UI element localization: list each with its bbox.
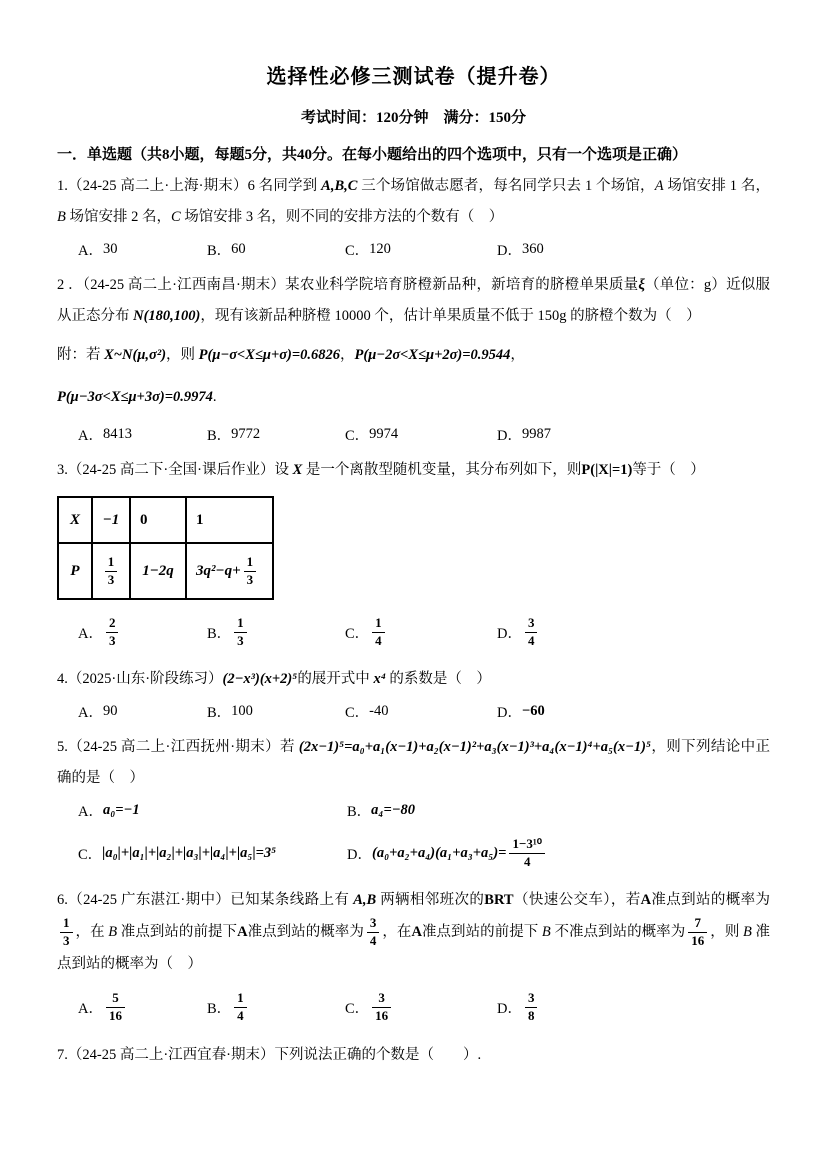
stem-text: 准点到站的概率为 bbox=[651, 892, 771, 908]
question-5 bbox=[57, 732, 770, 875]
option-label: D． bbox=[497, 625, 522, 642]
question-2-note bbox=[57, 334, 770, 418]
stem-text: ，则 bbox=[166, 347, 199, 363]
option-value: 30 bbox=[102, 241, 118, 257]
stem-text: 场馆安排 3 名，则不同的安排方法的个数有（ ） bbox=[180, 209, 504, 225]
stem-text: 5.（24-25 高二上·江西抚州·期末）若 bbox=[57, 739, 299, 755]
option-b bbox=[207, 991, 345, 1024]
table-cell bbox=[186, 543, 273, 599]
option-label: D． bbox=[497, 705, 522, 721]
fraction-denominator: 16 bbox=[375, 1008, 389, 1024]
table-value: 3q²−q+ bbox=[196, 562, 241, 579]
question-1-options bbox=[57, 239, 770, 260]
option-b bbox=[207, 239, 345, 260]
option-label: B． bbox=[207, 243, 232, 259]
math-expr: B bbox=[541, 923, 551, 940]
stem-text: ， bbox=[340, 347, 355, 363]
fraction-denominator: 4 bbox=[237, 1008, 244, 1024]
option-a bbox=[78, 616, 207, 649]
fraction bbox=[106, 616, 119, 649]
fraction-denominator: 16 bbox=[691, 932, 705, 948]
stem-text: ，在 bbox=[382, 923, 412, 940]
question-4-options bbox=[57, 701, 770, 722]
section-1-heading: 一．单选题（共8小题，每题5分，共40分。在每小题给出的四个选项中，只有一个选项是正确） bbox=[57, 147, 688, 163]
option-label: D． bbox=[347, 846, 372, 863]
fraction bbox=[106, 991, 125, 1024]
option-d bbox=[497, 991, 770, 1024]
option-c bbox=[78, 843, 347, 864]
option-value: 120 bbox=[369, 241, 391, 257]
option-b bbox=[207, 424, 345, 445]
fraction-numerator: 1 bbox=[234, 991, 247, 1008]
fraction-denominator: 3 bbox=[63, 932, 70, 948]
fraction bbox=[367, 916, 380, 949]
table-cell bbox=[130, 497, 186, 543]
question-5-stem bbox=[57, 732, 770, 794]
fraction-numerator: 1 bbox=[372, 616, 385, 633]
option-value: a₄=−80 bbox=[371, 802, 416, 818]
fraction bbox=[105, 555, 118, 588]
table-cell bbox=[92, 543, 130, 599]
table-cell bbox=[130, 543, 186, 599]
question-1 bbox=[57, 171, 770, 260]
fraction-numerator: 5 bbox=[106, 991, 125, 1008]
fraction-numerator: 1 bbox=[244, 555, 257, 572]
question-2-stem bbox=[57, 270, 770, 332]
fraction-numerator: 3 bbox=[525, 616, 538, 633]
fraction-numerator: 1 bbox=[105, 555, 118, 572]
fraction-numerator: 1 bbox=[60, 916, 73, 933]
stem-text: 等于（ ） bbox=[632, 462, 705, 478]
option-label: A． bbox=[78, 243, 103, 259]
option-value: -40 bbox=[369, 703, 389, 719]
option-label: A． bbox=[78, 705, 103, 721]
option-b bbox=[207, 616, 345, 649]
math-expr: X~N(μ,σ²) bbox=[104, 347, 167, 363]
option-value: 100 bbox=[231, 703, 253, 719]
option-value: 90 bbox=[102, 703, 118, 719]
option-label: C． bbox=[345, 243, 370, 259]
table-value: X bbox=[69, 511, 80, 528]
math-expr: A bbox=[411, 923, 422, 940]
option-label: C． bbox=[345, 428, 370, 444]
stem-text: . bbox=[212, 389, 217, 405]
math-expr: P(μ−σ<X≤μ+σ)=0.6826 bbox=[198, 347, 341, 363]
fraction-denominator: 3 bbox=[246, 571, 254, 587]
option-label: B． bbox=[207, 705, 232, 721]
stem-text: 是一个离散型随机变量，其分布列如下，则 bbox=[305, 462, 582, 478]
table-cell bbox=[92, 497, 130, 543]
stem-text: （快速公交车），若 bbox=[513, 892, 641, 908]
option-label: A． bbox=[78, 804, 103, 820]
option-value: 9772 bbox=[231, 426, 261, 442]
math-expr: A bbox=[654, 178, 664, 194]
page-title: 选择性必修三测试卷（提升卷） bbox=[266, 66, 561, 88]
stem-text: ，则下列结论中正确的是（ ） bbox=[57, 739, 770, 786]
stem-text: ，在 bbox=[75, 923, 109, 940]
option-value: a₀=−1 bbox=[102, 802, 140, 818]
distribution-table bbox=[57, 496, 274, 600]
fraction-numerator: 2 bbox=[106, 616, 119, 633]
table-cell bbox=[58, 497, 92, 543]
option-value: 60 bbox=[231, 241, 246, 257]
question-3 bbox=[57, 455, 770, 654]
question-6-stem bbox=[57, 885, 770, 980]
table-cell bbox=[58, 543, 92, 599]
option-c bbox=[345, 701, 497, 722]
fraction bbox=[234, 991, 247, 1024]
option-d bbox=[497, 616, 770, 649]
math-expr: P(μ−3σ<X≤μ+3σ)=0.9974 bbox=[57, 389, 213, 405]
option-label: B． bbox=[207, 428, 232, 444]
math-expr: C bbox=[170, 209, 181, 225]
math-expr: A bbox=[640, 892, 652, 908]
table-value: 0 bbox=[140, 511, 148, 528]
option-label: A． bbox=[78, 625, 103, 642]
math-expr: B bbox=[743, 923, 752, 940]
stem-text: 三个场馆做志愿者，每名同学只去 1 个场馆， bbox=[361, 178, 655, 194]
question-2 bbox=[57, 270, 770, 445]
stem-text: 准点到站的前提下 bbox=[421, 923, 542, 940]
stem-text: 2 ．（24-25 高二上·江西南昌·期末）某农业科学院培育脐橙新品种，新培育的脐橙单果质量 bbox=[57, 277, 639, 293]
fraction bbox=[372, 616, 385, 649]
math-expr: BRT bbox=[484, 892, 514, 908]
fraction-denominator: 4 bbox=[523, 853, 531, 869]
option-value: 9987 bbox=[521, 426, 551, 442]
stem-text: 准点到站的概率为（ ） bbox=[57, 923, 771, 972]
question-2-options bbox=[57, 424, 770, 445]
math-expr: B bbox=[57, 209, 66, 225]
fraction bbox=[525, 616, 538, 649]
option-label: C． bbox=[345, 705, 370, 721]
option-b bbox=[347, 800, 770, 821]
fraction-denominator: 3 bbox=[237, 632, 244, 648]
stem-text: （单位：g）近似服从正态分布 bbox=[57, 277, 771, 324]
table-row-p bbox=[58, 543, 273, 599]
math-expr: X bbox=[292, 462, 303, 478]
exam-time-score: 考试时间：120分钟 满分：150分 bbox=[300, 110, 526, 126]
fraction bbox=[60, 916, 73, 949]
stem-text: 1.（24-25 高二上·上海·期末）6 名同学到 bbox=[57, 178, 318, 194]
stem-text: 4.（2025·山东·阶段练习） bbox=[57, 671, 223, 687]
question-4 bbox=[57, 664, 770, 722]
fraction bbox=[234, 616, 247, 649]
option-c bbox=[345, 424, 497, 445]
option-c bbox=[345, 239, 497, 260]
question-1-stem bbox=[57, 171, 770, 233]
option-c bbox=[345, 616, 497, 649]
option-d bbox=[497, 424, 770, 445]
option-c bbox=[345, 991, 497, 1024]
table-value: −1 bbox=[102, 511, 120, 528]
stem-text: 附：若 bbox=[57, 347, 105, 363]
math-expr: A,B,C bbox=[321, 178, 358, 194]
table-cell bbox=[186, 497, 273, 543]
option-value: 9974 bbox=[369, 426, 399, 442]
fraction-numerator: 3 bbox=[367, 916, 380, 933]
option-label: C． bbox=[345, 625, 370, 642]
option-d bbox=[497, 701, 770, 722]
fraction bbox=[525, 991, 538, 1024]
question-6 bbox=[57, 885, 770, 1030]
fraction-numerator: 1−3¹⁰ bbox=[509, 837, 545, 854]
option-d bbox=[347, 837, 770, 870]
math-expr: P(μ−2σ<X≤μ+2σ)=0.9544 bbox=[354, 347, 511, 363]
fraction-numerator: 1 bbox=[234, 616, 247, 633]
fraction-denominator: 4 bbox=[375, 632, 382, 648]
stem-text: 3.（24-25 高二下·全国·课后作业）设 bbox=[57, 462, 289, 478]
option-value: 8413 bbox=[102, 426, 132, 442]
stem-text: 不准点到站的概率为 bbox=[550, 923, 686, 940]
option-a bbox=[78, 701, 207, 722]
math-expr: ξ bbox=[638, 277, 645, 293]
stem-text: 准点到站的概率为 bbox=[247, 923, 364, 940]
option-a bbox=[78, 800, 347, 821]
option-a bbox=[78, 424, 207, 445]
option-d bbox=[497, 239, 770, 260]
fraction-denominator: 3 bbox=[107, 571, 115, 587]
option-label: D． bbox=[497, 1001, 522, 1018]
fraction-numerator: 3 bbox=[372, 991, 391, 1008]
option-label: D． bbox=[497, 428, 522, 444]
fraction bbox=[372, 991, 391, 1024]
option-label: A． bbox=[78, 428, 103, 444]
fraction-denominator: 16 bbox=[108, 1008, 122, 1024]
question-4-stem bbox=[57, 664, 770, 695]
math-expr: x⁴ bbox=[373, 671, 386, 687]
option-a bbox=[78, 991, 207, 1024]
fraction-denominator: 4 bbox=[369, 932, 377, 948]
option-label: B． bbox=[207, 625, 232, 642]
stem-text: ，现有该新品种脐橙 10000 个，估计单果质量不低于 150g 的脐橙个数为（ ） bbox=[200, 308, 701, 324]
option-value: −60 bbox=[521, 703, 545, 719]
table-row-x bbox=[58, 497, 273, 543]
stem-text: 7.（24-25 高二上·江西宜春·期末）下列说法正确的个数是（ ）. bbox=[57, 1046, 482, 1063]
table-value: P bbox=[70, 562, 80, 579]
option-b bbox=[207, 701, 345, 722]
question-6-options bbox=[57, 986, 770, 1030]
math-expr: A,B bbox=[353, 892, 377, 908]
fraction bbox=[688, 916, 707, 949]
math-expr: (2−x³)(x+2)⁵ bbox=[222, 671, 298, 687]
stem-text: ， bbox=[510, 347, 525, 363]
question-5-options-row-1 bbox=[57, 800, 770, 821]
stem-text: 两辆相邻班次的 bbox=[380, 892, 485, 908]
question-5-options-row-2 bbox=[57, 831, 770, 875]
option-label: C． bbox=[345, 1001, 370, 1018]
fraction bbox=[244, 555, 257, 588]
table-value: 1−2q bbox=[142, 562, 174, 579]
stem-text: 的展开式中 bbox=[297, 671, 374, 687]
stem-text: 场馆安排 2 名， bbox=[65, 209, 171, 225]
question-3-stem bbox=[57, 455, 770, 486]
math-expr: P(|X|=1) bbox=[581, 462, 633, 478]
stem-text: ，则 bbox=[710, 923, 744, 940]
fraction-numerator: 3 bbox=[525, 991, 538, 1008]
math-expr: A bbox=[237, 923, 248, 940]
fraction-numerator: 7 bbox=[688, 916, 707, 933]
option-label: D． bbox=[497, 243, 522, 259]
option-label: C． bbox=[78, 846, 103, 863]
stem-text: 场馆安排 1 名， bbox=[663, 178, 771, 194]
fraction bbox=[509, 837, 545, 870]
math-expr: N(180,100) bbox=[133, 308, 201, 324]
question-3-options bbox=[57, 610, 770, 654]
option-label: A． bbox=[78, 1001, 103, 1018]
stem-text: 6.（24-25 广东湛江·期中）已知某条线路上有 bbox=[57, 892, 350, 908]
fraction-denominator: 3 bbox=[108, 632, 116, 648]
fraction-denominator: 8 bbox=[527, 1008, 535, 1024]
stem-text: 准点到站的前提下 bbox=[117, 923, 238, 940]
fraction-denominator: 4 bbox=[527, 632, 535, 648]
question-7-stem bbox=[57, 1040, 770, 1071]
option-label: B． bbox=[347, 804, 372, 820]
option-value: (a₀+a₂+a₄)(a₁+a₃+a₅)= bbox=[371, 844, 507, 861]
option-label: B． bbox=[207, 1001, 232, 1018]
question-7 bbox=[57, 1040, 770, 1071]
option-a bbox=[78, 239, 207, 260]
option-value: 360 bbox=[521, 241, 544, 257]
math-expr: B bbox=[108, 923, 118, 940]
stem-text: 的系数是（ ） bbox=[385, 671, 491, 687]
math-expr: (2x−1)⁵=a₀+a₁(x−1)+a₂(x−1)²+a₃(x−1)³+a₄(x−1)⁴+a₅(x−1)⁵ bbox=[298, 739, 652, 755]
option-value: |a₀|+|a₁|+|a₂|+|a₃|+|a₄|+|a₅|=3⁵ bbox=[102, 844, 277, 861]
table-value: 1 bbox=[196, 511, 204, 528]
